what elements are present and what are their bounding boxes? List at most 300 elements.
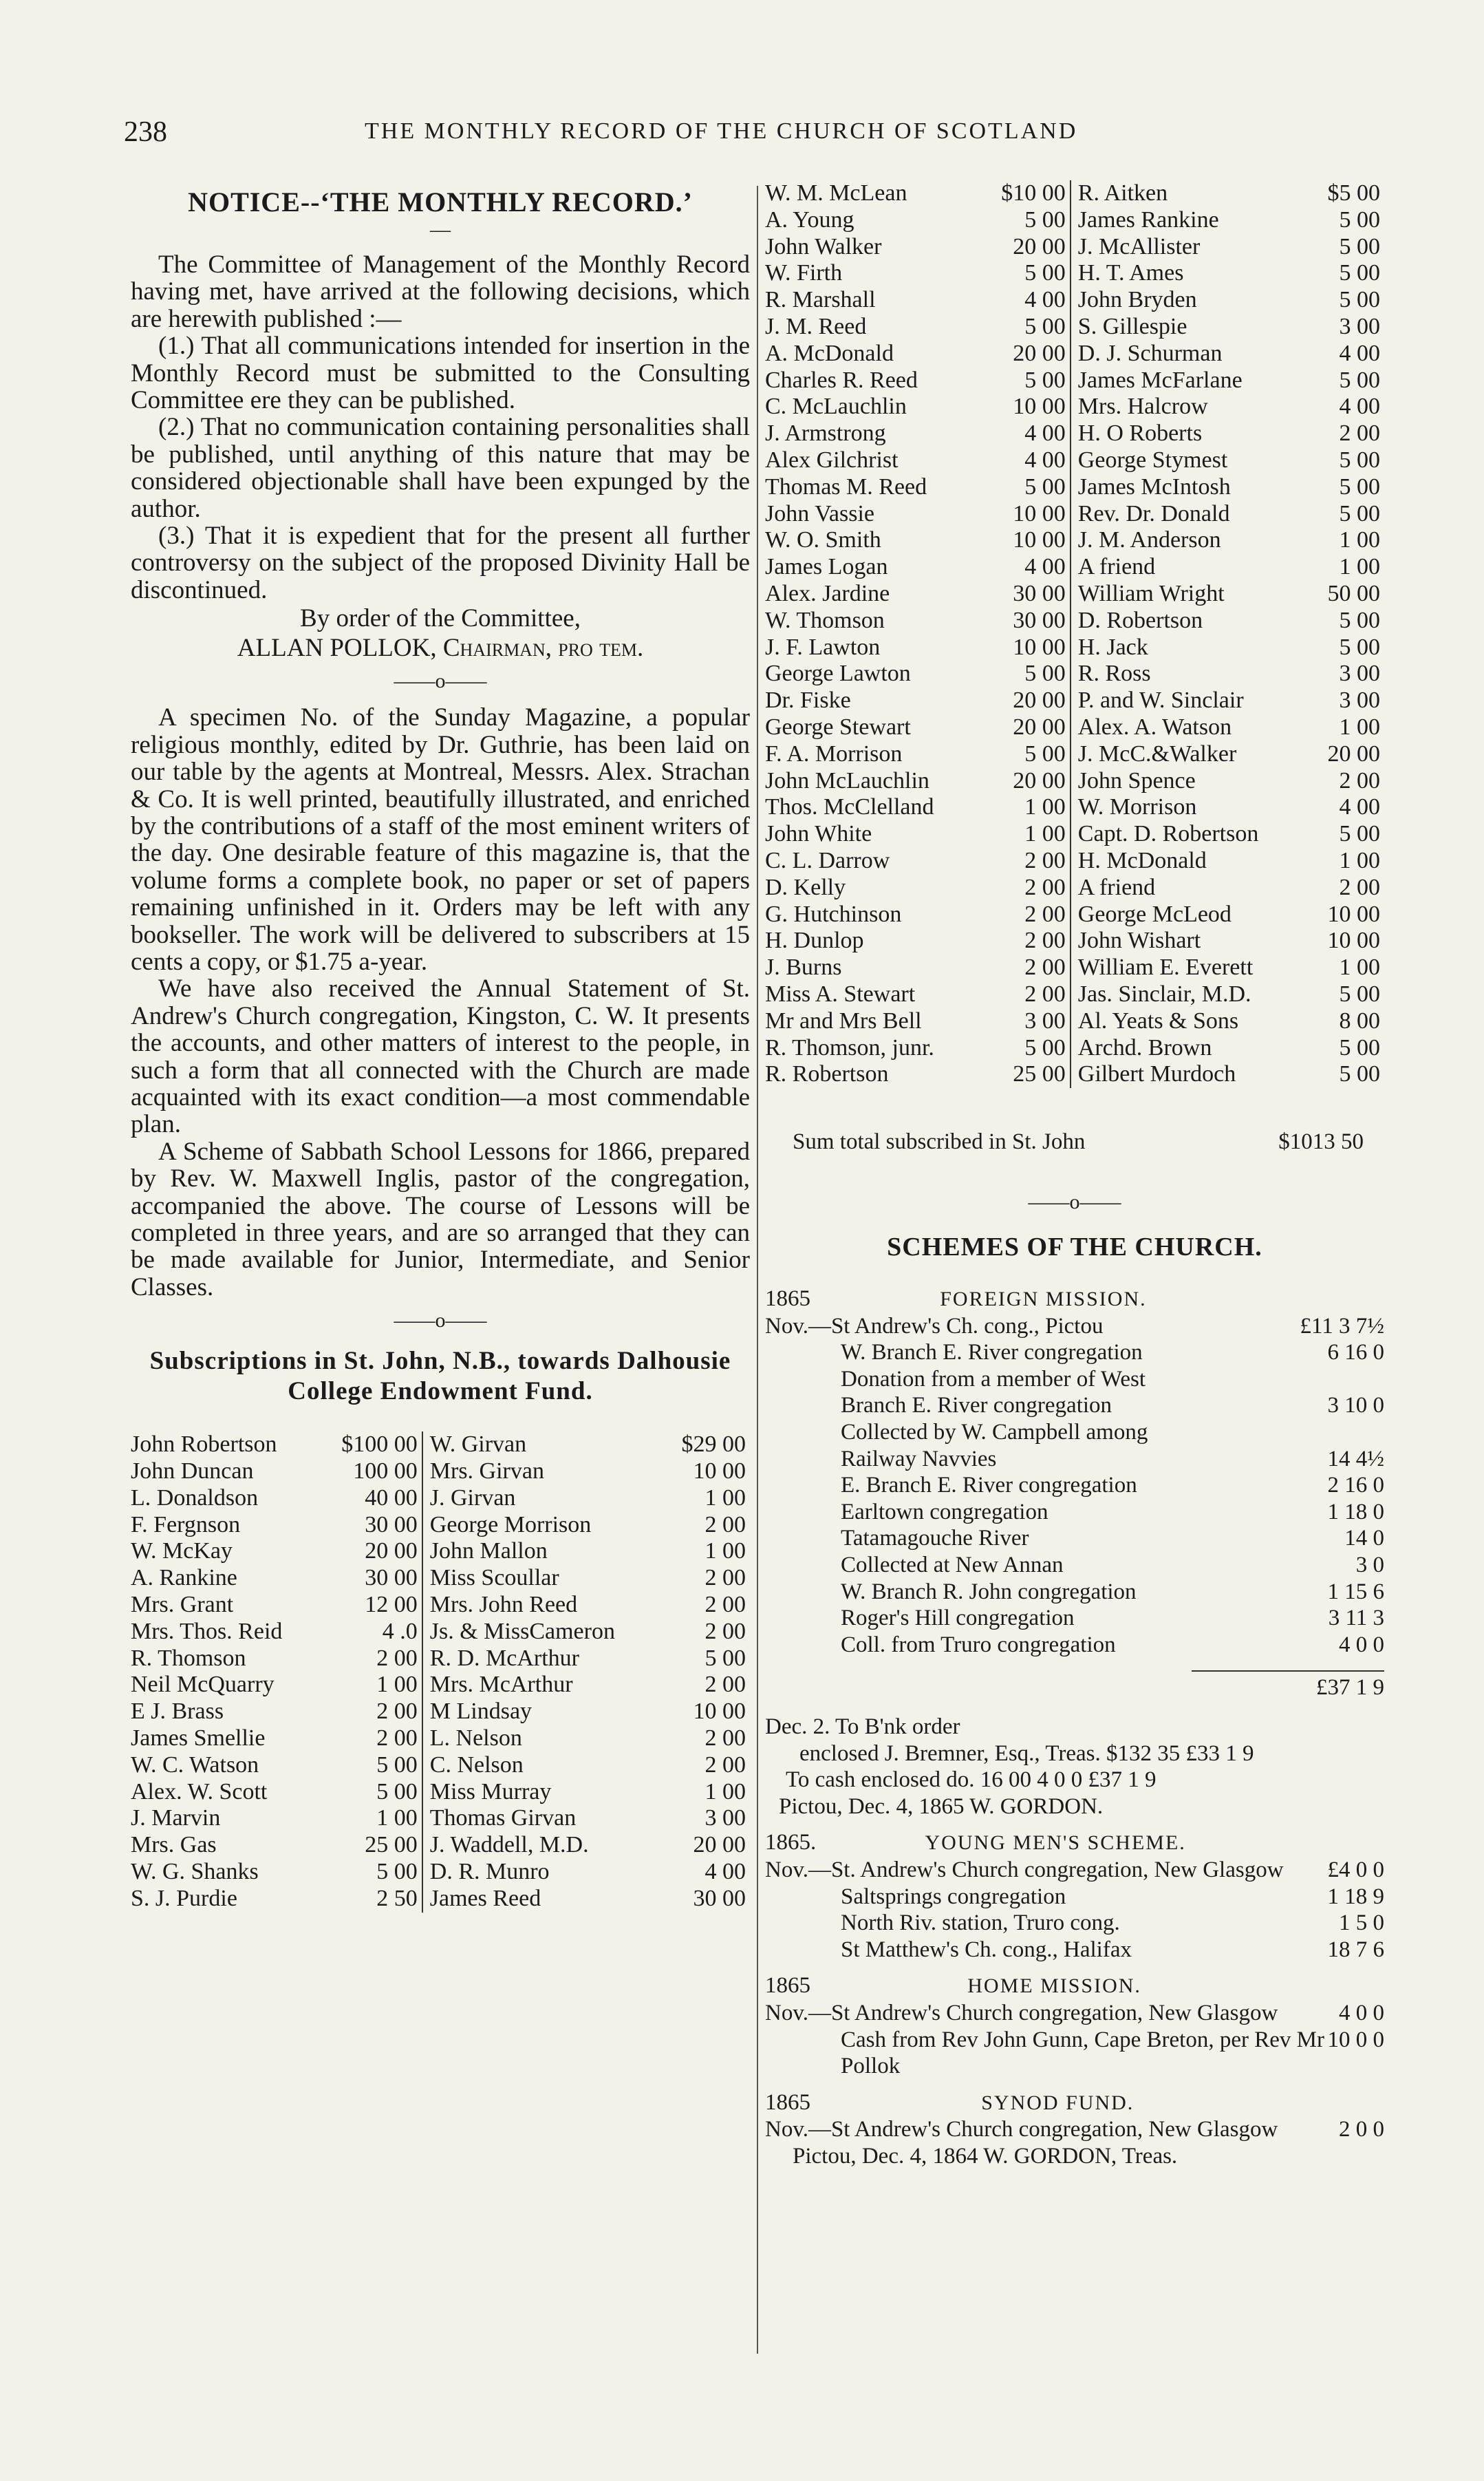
subscription-cont-name-left: R. Marshall: [765, 287, 876, 313]
subscription-cont-amount-left: 10 00: [1013, 527, 1066, 553]
subscription-name-left: John Robertson: [131, 1431, 277, 1458]
subscription-amount-left: 20 00: [365, 1538, 418, 1564]
foreign-mission-line-text: W. Branch E. River congregation: [841, 1340, 1143, 1365]
subscription-cont-name-right: William Wright: [1071, 581, 1311, 608]
dec-line-3: To cash enclosed do. 16 00 4 0 0 £37 1 9: [786, 1767, 1157, 1793]
subscription-cont-row: [765, 661, 1384, 688]
subscriptions-table: [131, 1431, 750, 1912]
subscription-cont-name-left: J. Burns: [765, 955, 842, 981]
subscription-cont-row: [765, 981, 1384, 1008]
total-label: Sum total subscribed in St. John: [793, 1129, 1086, 1155]
foreign-mission-line: [765, 1605, 1384, 1632]
subscription-cont-name-right: George Stymest: [1071, 447, 1311, 474]
subscription-amount-left: 5 00: [376, 1858, 418, 1884]
magazine-para-2: We have also received the Annual Statement of St. Andrew's Church congregation, Kingston, C. W. It presents the accounts, and other matters of interest to the people, in such a form that all connected with the Church are made acquainted with its exact condition—a most commendable plan.: [131, 975, 750, 1139]
foreign-mission-line: [765, 1525, 1384, 1552]
foreign-mission-line-text: Coll. from Truro congregation: [841, 1632, 1116, 1657]
subscription-name-left: John Duncan: [131, 1458, 254, 1484]
young-mens-line-amount: £4 0 0: [1327, 1857, 1384, 1882]
subscription-name-left: F. Fergnson: [131, 1511, 241, 1537]
synod-fund-year: 1865: [765, 2089, 810, 2115]
subscription-cont-amount-right: 5 00: [1339, 634, 1380, 660]
subscription-name-left: W. C. Watson: [131, 1751, 259, 1778]
subscription-cont-amount-left: 30 00: [1013, 607, 1066, 633]
subscription-cont-amount-right: 1 00: [1339, 847, 1380, 873]
young-mens-head: YOUNG MEN'S SCHEME.: [925, 1831, 1186, 1855]
subscription-cont-name-left: W. O. Smith: [765, 527, 881, 553]
subscription-row: [131, 1458, 750, 1485]
subscription-cont-name-right: P. and W. Sinclair: [1071, 688, 1311, 714]
subscription-cont-amount-left: 1 00: [1024, 821, 1066, 847]
young-mens-line-amount: 1 18 9: [1327, 1884, 1384, 1909]
subscription-cont-amount-right: 5 00: [1339, 260, 1380, 286]
subscription-cont-row: [765, 527, 1384, 554]
subscription-name-right: J. Waddell, M.D.: [422, 1832, 664, 1859]
subscription-cont-amount-right: 2 00: [1339, 767, 1380, 794]
subscription-cont-name-right: H. McDonald: [1071, 848, 1311, 875]
subscription-cont-amount-left: 20 00: [1013, 340, 1066, 366]
home-mission-line: [765, 2027, 1384, 2080]
foreign-mission-line-text: W. Branch R. John congregation: [841, 1579, 1137, 1604]
subscription-cont-amount-left: 20 00: [1013, 714, 1066, 740]
subscription-cont-amount-right: 1 00: [1339, 554, 1380, 580]
subscription-cont-row: [765, 207, 1384, 234]
subscription-cont-name-right: J. McAllister: [1071, 234, 1311, 261]
subscription-name-left: W. G. Shanks: [131, 1858, 259, 1884]
young-mens-line-amount: 18 7 6: [1327, 1937, 1384, 1962]
subscription-cont-amount-left: 2 00: [1024, 955, 1066, 981]
subscription-cont-row: [765, 420, 1384, 447]
subscription-cont-name-right: Jas. Sinclair, M.D.: [1071, 981, 1311, 1008]
page-header: [124, 116, 1383, 150]
subscription-cont-row: [765, 875, 1384, 902]
subscription-row: [131, 1752, 750, 1779]
subscription-name-left: Neil McQuarry: [131, 1672, 275, 1698]
home-mission-head: HOME MISSION.: [967, 1974, 1141, 1998]
subscription-cont-amount-right: 10 00: [1327, 901, 1380, 927]
subscription-name-right: Mrs. McArthur: [422, 1672, 664, 1699]
foreign-mission-line: [765, 1313, 1384, 1340]
subscription-cont-name-right: Capt. D. Robertson: [1071, 821, 1311, 848]
subscription-name-left: Alex. W. Scott: [131, 1778, 268, 1804]
foreign-mission-line-amount: 1 18 0: [1327, 1499, 1384, 1524]
subscription-cont-name-left: John White: [765, 821, 872, 847]
subscription-cont-name-right: S. Gillespie: [1071, 314, 1311, 341]
dec-line-1: Dec. 2. To B'nk order: [765, 1714, 960, 1739]
subscription-cont-amount-right: 5 00: [1339, 607, 1380, 633]
subscription-cont-amount-left: 4 00: [1024, 554, 1066, 580]
subscription-cont-amount-left: 25 00: [1013, 1061, 1066, 1087]
subscription-cont-row: [765, 848, 1384, 875]
subscription-cont-amount-left: 5 00: [1024, 313, 1066, 339]
subscription-amount-right: $29 00: [681, 1431, 746, 1458]
subscription-cont-amount-left: 5 00: [1024, 741, 1066, 767]
foreign-mission-line: [765, 1552, 1384, 1579]
notice-signoff: By order of the Committee,: [300, 604, 581, 633]
synod-fund-line-text: Nov.—St Andrew's Church congregation, New Glasgow: [765, 2117, 1278, 2142]
subscription-cont-name-left: C. McLauchlin: [765, 394, 907, 420]
subscription-amount-right: 2 00: [705, 1672, 746, 1698]
subscription-cont-amount-right: 3 00: [1339, 313, 1380, 339]
foreign-mission-line-amount: 1 15 6: [1327, 1579, 1384, 1604]
home-mission-line: [765, 2000, 1384, 2027]
foreign-mission-line-text: Collected at New Annan: [841, 1553, 1064, 1578]
separator-2: ——o——: [394, 1309, 487, 1332]
synod-fund-sign: Pictou, Dec. 4, 1864 W. GORDON, Treas.: [793, 2143, 1178, 2169]
separator-3: ——o——: [1028, 1191, 1121, 1214]
foreign-mission-line: [765, 1366, 1384, 1393]
subscription-name-right: Mrs. John Reed: [422, 1592, 664, 1619]
subscription-cont-name-left: George Lawton: [765, 661, 911, 687]
foreign-mission-line-amount: 3 0: [1355, 1553, 1384, 1578]
young-mens-line-text: Nov.—St. Andrew's Church congregation, New Glasgow: [765, 1857, 1284, 1882]
subscription-cont-name-right: William E. Everett: [1071, 955, 1311, 981]
subscription-name-left: W. McKay: [131, 1538, 233, 1564]
subscription-row: [131, 1672, 750, 1699]
subscription-cont-name-right: R. Aitken: [1071, 180, 1311, 207]
subscription-cont-name-left: Alex. Jardine: [765, 580, 890, 606]
foreign-mission-line: [765, 1339, 1384, 1366]
subscription-cont-row: [765, 1061, 1384, 1088]
subscription-cont-amount-right: 3 00: [1339, 661, 1380, 687]
subscription-cont-name-right: John Bryden: [1071, 287, 1311, 314]
subscription-amount-right: 20 00: [693, 1832, 746, 1858]
subscription-cont-amount-right: 5 00: [1339, 287, 1380, 313]
notice-intro: The Committee of Management of the Monthly Record having met, have arrived at the following decisions, which are herewith published :—: [131, 251, 750, 333]
notice-item-3: (3.) That it is expedient that for the present all further controversy on the subject of the proposed Divinity Hall be discontinued.: [131, 522, 750, 604]
subscription-cont-amount-right: 5 00: [1339, 981, 1380, 1007]
young-mens-section: [765, 1829, 1384, 1963]
subscription-amount-left: 12 00: [365, 1592, 418, 1617]
subscription-row: [131, 1619, 750, 1646]
subscription-cont-amount-left: 3 00: [1024, 1008, 1066, 1034]
subscription-cont-amount-right: 8 00: [1339, 1008, 1380, 1034]
subscription-cont-name-right: W. Morrison: [1071, 794, 1311, 821]
subscription-cont-name-right: D. Robertson: [1071, 608, 1311, 635]
subscription-cont-name-right: J. McC.&Walker: [1071, 741, 1311, 768]
subscription-name-right: W. Girvan: [422, 1431, 664, 1458]
foreign-mission-line-text: Collected by W. Campbell among: [841, 1420, 1148, 1445]
subscription-name-right: James Reed: [422, 1886, 664, 1913]
subscription-row: [131, 1512, 750, 1539]
subscription-amount-right: 2 00: [705, 1565, 746, 1591]
subscription-row: [131, 1886, 750, 1913]
subscription-cont-name-right: Gilbert Murdoch: [1071, 1061, 1311, 1088]
subscription-row: [131, 1592, 750, 1619]
home-mission-heading: [765, 1972, 1384, 2000]
subscription-cont-name-left: F. A. Morrison: [765, 741, 903, 767]
subscription-cont-amount-right: 2 00: [1339, 420, 1380, 447]
subscription-name-right: C. Nelson: [422, 1752, 664, 1779]
subscription-amount-right: 10 00: [693, 1458, 746, 1484]
subscription-cont-amount-left: 5 00: [1024, 260, 1066, 286]
dec-line-2: enclosed J. Bremner, Esq., Treas. $132 35 £33 1 9: [799, 1740, 1254, 1766]
subscription-name-left: Mrs. Grant: [131, 1592, 234, 1617]
foreign-mission-line-amount: 2 16 0: [1327, 1473, 1384, 1498]
subscription-name-left: R. Thomson: [131, 1645, 246, 1671]
magazine-para-1: A specimen No. of the Sunday Magazine, a popular religious monthly, edited by Dr. Guthrie, has been laid on our table by the agents at Montreal, Messrs. Alex. Strachan & Co. It is well printed, beautifully illustrated, and enriched by the contributions of a staff of the most eminent writers of the day. One desirable feature of this magazine is, that the volume forms a complete book, no paper or set of papers remaining unfinished in it. Orders may be left with any bookseller. The work will be delivered to subscribers at 15 cents a copy, or $1.75 a-year.: [131, 703, 750, 976]
foreign-mission-section: [765, 1286, 1384, 1820]
notice-rule: —: [430, 218, 451, 241]
foreign-mission-line-amount: 3 11 3: [1328, 1606, 1384, 1631]
subscription-cont-amount-right: 4 00: [1339, 394, 1380, 420]
subscription-cont-amount-right: 5 00: [1339, 367, 1380, 393]
subscription-cont-amount-left: 5 00: [1024, 206, 1066, 233]
subscription-cont-name-right: Mrs. Halcrow: [1071, 394, 1311, 420]
young-mens-line-amount: 1 5 0: [1339, 1910, 1384, 1936]
subscription-cont-amount-left: 2 00: [1024, 847, 1066, 873]
notice-title: NOTICE--‘THE MONTHLY RECORD.’: [188, 187, 693, 217]
subscription-cont-row: [765, 688, 1384, 714]
subscription-cont-name-left: A. Young: [765, 206, 854, 233]
subscription-cont-amount-right: 10 00: [1327, 928, 1380, 954]
subscription-cont-amount-left: 10 00: [1013, 500, 1066, 526]
subscription-cont-name-left: J. Armstrong: [765, 420, 886, 447]
subscription-row: [131, 1646, 750, 1672]
subscription-cont-amount-left: $10 00: [1001, 180, 1066, 206]
foreign-mission-line: [765, 1499, 1384, 1526]
foreign-mission-line-text: Branch E. River congregation: [841, 1393, 1112, 1418]
subscription-cont-name-right: J. M. Anderson: [1071, 527, 1311, 554]
foreign-mission-line-text: Roger's Hill congregation: [841, 1606, 1075, 1631]
subscription-cont-row: [765, 287, 1384, 314]
subscription-name-right: J. Girvan: [422, 1485, 664, 1512]
subscription-row: [131, 1859, 750, 1886]
subscription-cont-amount-right: 5 00: [1339, 447, 1380, 473]
subscription-cont-name-left: Dr. Fiske: [765, 688, 851, 714]
foreign-mission-line-amount: 4 0 0: [1339, 1632, 1384, 1657]
subscription-amount-left: 25 00: [365, 1832, 418, 1858]
subscription-name-right: D. R. Munro: [422, 1859, 664, 1886]
young-mens-line-text: St Matthew's Ch. cong., Halifax: [841, 1937, 1132, 1962]
young-mens-line: [765, 1857, 1384, 1884]
subscription-cont-row: [765, 928, 1384, 955]
subscription-name-right: Miss Scoullar: [422, 1565, 664, 1592]
home-mission-line-text: Cash from Rev John Gunn, Cape Breton, per Rev Mr Pollok: [841, 2027, 1324, 2079]
subscription-amount-right: 4 00: [705, 1858, 746, 1884]
young-mens-line: [765, 1884, 1384, 1910]
subscription-row: [131, 1779, 750, 1806]
subscription-cont-name-left: James Logan: [765, 554, 888, 580]
subscription-cont-name-right: John Wishart: [1071, 928, 1311, 955]
subscription-cont-amount-right: $5 00: [1327, 180, 1380, 206]
subscription-cont-amount-left: 20 00: [1013, 233, 1066, 259]
magazine-para-3: A Scheme of Sabbath School Lessons for 1866, prepared by Rev. W. Maxwell Inglis, pastor of the congregation, accompanied the above. The course of Lessons will be completed in three years, and are so arranged that they can be made available for Junior, Intermediate, and Senior Classes.: [131, 1137, 750, 1301]
notice-item-1: (1.) That all communications intended for insertion in the Monthly Record must be submitted to the Consulting Committee ere they can be published.: [131, 332, 750, 415]
subscription-cont-name-left: John Vassie: [765, 500, 874, 526]
notice-body: [131, 251, 750, 604]
subscription-cont-name-left: Mr and Mrs Bell: [765, 1008, 922, 1034]
subscription-row: [131, 1565, 750, 1592]
synod-fund-head: SYNOD FUND.: [981, 2091, 1134, 2114]
subscription-cont-row: [765, 821, 1384, 848]
subscription-cont-name-right: H. Jack: [1071, 635, 1311, 661]
subscription-cont-amount-left: 20 00: [1013, 688, 1066, 714]
subscription-cont-amount-right: 1 00: [1339, 527, 1380, 553]
subscription-cont-row: [765, 741, 1384, 768]
subscription-cont-name-left: G. Hutchinson: [765, 901, 902, 927]
subscription-cont-name-left: Thos. McClelland: [765, 794, 934, 820]
subscription-amount-right: 5 00: [705, 1645, 746, 1671]
subscription-name-left: Mrs. Thos. Reid: [131, 1618, 283, 1644]
subscription-cont-name-left: J. F. Lawton: [765, 634, 881, 660]
subscription-cont-name-right: H. O Roberts: [1071, 420, 1311, 447]
subscription-row: [131, 1725, 750, 1752]
subscription-cont-name-right: John Spence: [1071, 768, 1311, 795]
subscription-cont-amount-right: 5 00: [1339, 206, 1380, 233]
foreign-mission-line: [765, 1419, 1384, 1446]
subscription-cont-name-right: James Rankine: [1071, 207, 1311, 234]
subscription-cont-row: [765, 394, 1384, 420]
subscription-cont-amount-left: 10 00: [1013, 634, 1066, 660]
subscription-amount-right: 30 00: [693, 1885, 746, 1911]
subscriptions-rows: [131, 1431, 750, 1912]
notice-signature: ALLAN POLLOK, Chairman, pro tem.: [237, 634, 644, 663]
subscription-name-right: Thomas Girvan: [422, 1805, 664, 1832]
subscriptions-title: Subscriptions in St. John, N.B., towards Dalhousie College Endowment Fund.: [149, 1347, 731, 1406]
young-mens-lines: [765, 1857, 1384, 1963]
subscription-cont-row: [765, 554, 1384, 581]
subscription-cont-name-left: Thomas M. Reed: [765, 473, 927, 500]
subscription-amount-left: 40 00: [365, 1484, 418, 1511]
subscription-amount-left: 2 00: [376, 1725, 418, 1751]
subscription-amount-right: 1 00: [705, 1484, 746, 1511]
foreign-mission-line: [765, 1446, 1384, 1473]
home-mission-section: [765, 1972, 1384, 2079]
column-divider: [757, 186, 758, 2354]
subscription-name-left: S. J. Purdie: [131, 1885, 237, 1911]
subscription-cont-name-right: A friend: [1071, 875, 1311, 902]
young-mens-heading: [765, 1829, 1384, 1857]
home-mission-line-text: Nov.—St Andrew's Church congregation, New Glasgow: [765, 2000, 1278, 2025]
synod-fund-line-amount: 2 0 0: [1339, 2117, 1384, 2142]
foreign-mission-line-text: Tatamagouche River: [841, 1526, 1029, 1551]
foreign-mission-line-text: Railway Navvies: [841, 1446, 997, 1471]
subscription-name-left: Mrs. Gas: [131, 1832, 217, 1858]
subscription-amount-right: 1 00: [705, 1538, 746, 1564]
subscription-amount-left: 5 00: [376, 1778, 418, 1804]
subscription-row: [131, 1538, 750, 1565]
subscription-name-right: M Lindsay: [422, 1699, 664, 1725]
foreign-mission-line-amount: 6 16 0: [1327, 1340, 1384, 1365]
separator-1: ——o——: [394, 670, 487, 693]
subscriptions-cont-rows: [765, 180, 1384, 1088]
subscription-cont-name-left: J. M. Reed: [765, 313, 867, 339]
subscription-cont-row: [765, 234, 1384, 261]
foreign-mission-line-amount: £11 3 7½: [1300, 1313, 1384, 1339]
foreign-mission-line-text: Donation from a member of West: [841, 1366, 1146, 1392]
total-value: $1013 50: [1278, 1129, 1364, 1155]
right-column: [765, 172, 1384, 2374]
home-mission-year: 1865: [765, 1973, 810, 1999]
foreign-mission-line: [765, 1632, 1384, 1659]
subscription-cont-amount-right: 5 00: [1339, 1061, 1380, 1087]
left-column: [131, 172, 750, 2374]
subscription-cont-amount-right: 4 00: [1339, 794, 1380, 820]
foreign-mission-line-amount: 3 10 0: [1327, 1393, 1384, 1418]
subscription-name-right: Miss Murray: [422, 1779, 664, 1806]
subscription-cont-name-right: Al. Yeats & Sons: [1071, 1008, 1311, 1035]
subscription-cont-amount-left: 1 00: [1024, 794, 1066, 820]
young-mens-year: 1865.: [765, 1830, 817, 1855]
subscription-name-left: E J. Brass: [131, 1699, 224, 1725]
subscription-cont-name-left: Miss A. Stewart: [765, 981, 916, 1007]
subscription-amount-left: 30 00: [365, 1511, 418, 1537]
subscription-cont-row: [765, 180, 1384, 207]
subscription-amount-right: 2 00: [705, 1618, 746, 1644]
subscription-row: [131, 1699, 750, 1725]
home-mission-line-amount: 10 0 0: [1327, 2027, 1384, 2052]
subscription-cont-row: [765, 447, 1384, 474]
subscription-cont-row: [765, 768, 1384, 795]
subscription-cont-name-left: C. L. Darrow: [765, 847, 890, 873]
subscription-row: [131, 1431, 750, 1458]
foreign-mission-line: [765, 1392, 1384, 1419]
subscription-amount-left: 2 00: [376, 1645, 418, 1671]
subscription-cont-name-right: James McIntosh: [1071, 474, 1311, 501]
subscription-cont-row: [765, 794, 1384, 821]
subscription-amount-left: $100 00: [341, 1431, 418, 1458]
subscription-cont-amount-right: 5 00: [1339, 821, 1380, 847]
subscription-cont-amount-right: 1 00: [1339, 955, 1380, 981]
subscription-row: [131, 1805, 750, 1832]
subscription-row: [131, 1485, 750, 1512]
subscription-cont-row: [765, 341, 1384, 368]
subscription-amount-right: 2 00: [705, 1592, 746, 1617]
subscription-cont-amount-left: 4 00: [1024, 420, 1066, 447]
subscription-amount-right: 1 00: [705, 1778, 746, 1804]
subscription-cont-name-right: James McFarlane: [1071, 368, 1311, 394]
subscription-cont-name-left: John McLauchlin: [765, 767, 929, 794]
subscription-cont-name-right: R. Ross: [1071, 661, 1311, 688]
subscription-cont-name-right: Alex. A. Watson: [1071, 714, 1311, 741]
subscription-cont-row: [765, 635, 1384, 661]
subscription-cont-name-left: R. Robertson: [765, 1061, 889, 1087]
subscription-name-left: James Smellie: [131, 1725, 266, 1751]
subscription-cont-row: [765, 608, 1384, 635]
subscription-cont-name-right: D. J. Schurman: [1071, 341, 1311, 368]
synod-fund-section: [765, 2089, 1384, 2170]
subscription-cont-name-left: Charles R. Reed: [765, 367, 918, 393]
running-head: THE MONTHLY RECORD OF THE CHURCH OF SCOTLAND: [365, 118, 1078, 144]
subscription-amount-right: 2 00: [705, 1511, 746, 1537]
subscription-amount-left: 4 .0: [382, 1618, 418, 1644]
subscription-cont-amount-right: 20 00: [1327, 741, 1380, 767]
synod-fund-heading: [765, 2089, 1384, 2117]
foreign-mission-heading: [765, 1286, 1384, 1313]
subscription-name-right: Mrs. Girvan: [422, 1458, 664, 1485]
foreign-mission-sign: Pictou, Dec. 4, 1865 W. GORDON.: [779, 1793, 1104, 1819]
subscription-cont-row: [765, 714, 1384, 741]
subscription-cont-amount-left: 5 00: [1024, 367, 1066, 393]
subscription-amount-left: 2 00: [376, 1699, 418, 1725]
subscription-name-left: A. Rankine: [131, 1565, 237, 1591]
subscription-cont-name-left: R. Thomson, junr.: [765, 1034, 934, 1061]
subscription-amount-right: 2 00: [705, 1751, 746, 1778]
subscription-cont-row: [765, 1035, 1384, 1062]
subscription-cont-name-left: John Walker: [765, 233, 882, 259]
subscription-cont-amount-left: 5 00: [1024, 473, 1066, 500]
subscription-name-right: L. Nelson: [422, 1725, 664, 1752]
subscription-cont-amount-left: 2 00: [1024, 874, 1066, 900]
subscriptions-cont-table: [765, 180, 1384, 1088]
subscription-cont-amount-right: 1 00: [1339, 714, 1380, 740]
synod-fund-lines: [765, 2116, 1384, 2143]
magazine-body: [131, 704, 750, 1301]
total-line: [765, 1129, 1384, 1155]
young-mens-line: [765, 1937, 1384, 1963]
subscription-cont-row: [765, 314, 1384, 341]
